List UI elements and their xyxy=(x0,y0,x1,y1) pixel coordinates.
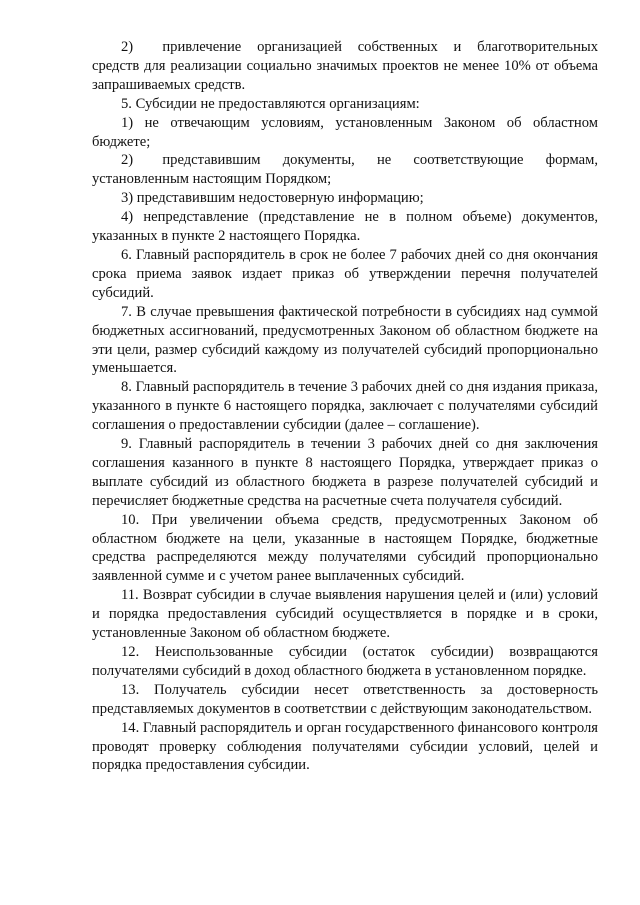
paragraph-section-11: 11. Возврат субсидии в случае выявления нарушения целей и (или) условий и порядка предоставления субсидий осуществляется в порядке и в сроки, установленные Законом об областном бюджете. xyxy=(92,587,598,642)
paragraph-section-12: 12. Неиспользованные субсидии (остаток субсидии) возвращаются получателями субсидий в доход областного бюджета в установленном порядке. xyxy=(92,644,598,679)
paragraph-section-14: 14. Главный распорядитель и орган государственного финансового контроля проводят проверку соблюдения получателями субсидии условий, целей и порядка предоставления субсидии. xyxy=(92,719,598,774)
paragraph-section-6: 6. Главный распорядитель в срок не более 7 рабочих дней со дня окончания срока приема заявок издает приказ об утверждении перечня получателей субсидий. xyxy=(92,246,598,301)
paragraph-section-5-heading: 5. Субсидии не предоставляются организациям: xyxy=(121,95,420,112)
paragraph-section-13: 13. Получатель субсидии несет ответственность за достоверность представляемых документов в соответствии с действующим законодательством. xyxy=(92,681,598,717)
document-page xyxy=(92,38,598,775)
paragraph-section-10: 10. При увеличении объема средств, предусмотренных Законом об областном бюджете на цели, указанные в настоящем Порядке, бюджетные средства распределяются между получателями субсидий пропорционально заявленной сумме и с учетом ранее выплаченных субсидий. xyxy=(92,511,598,585)
paragraph-section-7: 7. В случае превышения фактической потребности в субсидиях над суммой бюджетных ассигнований, предусмотренных Законом об областном бюджете на эти цели, размер субсидий каждому из получателей субсидий пропорционально уменьшается. xyxy=(92,303,598,377)
paragraph-5-1: 1) не отвечающим условиям, установленным Законом об областном бюджете; xyxy=(92,114,598,150)
paragraph-5-4: 4) непредставление (представление не в полном объеме) документов, указанных в пункте 2 настоящего Порядка. xyxy=(92,209,598,245)
paragraph-section-8: 8. Главный распорядитель в течение 3 рабочих дней со дня издания приказа, указанного в пункте 6 настоящего порядка, заключает с получателями субсидий соглашения о предоставлении субсидии (далее – соглашение). xyxy=(92,379,598,434)
paragraph-section-9: 9. Главный распорядитель в течении 3 рабочих дней со дня заключения соглашения казанного в пункте 8 настоящего Порядка, утверждает приказ о выплате субсидий из областного бюджета в разрезе получателей субсидий и перечисляет бюджетные средства на расчетные счета получателя субсидий. xyxy=(92,436,598,509)
paragraph-item-2-own-funds: 2) привлечение организацией собственных и благотворительных средств для реализации социально значимых проектов не менее 10% от объема запрашиваемых средств. xyxy=(92,39,598,93)
paragraph-5-2: 2) представившим документы, не соответствующие формам, установленным настоящим Порядком; xyxy=(92,152,598,188)
paragraph-5-3: 3) представившим недостоверную информацию; xyxy=(121,190,424,207)
